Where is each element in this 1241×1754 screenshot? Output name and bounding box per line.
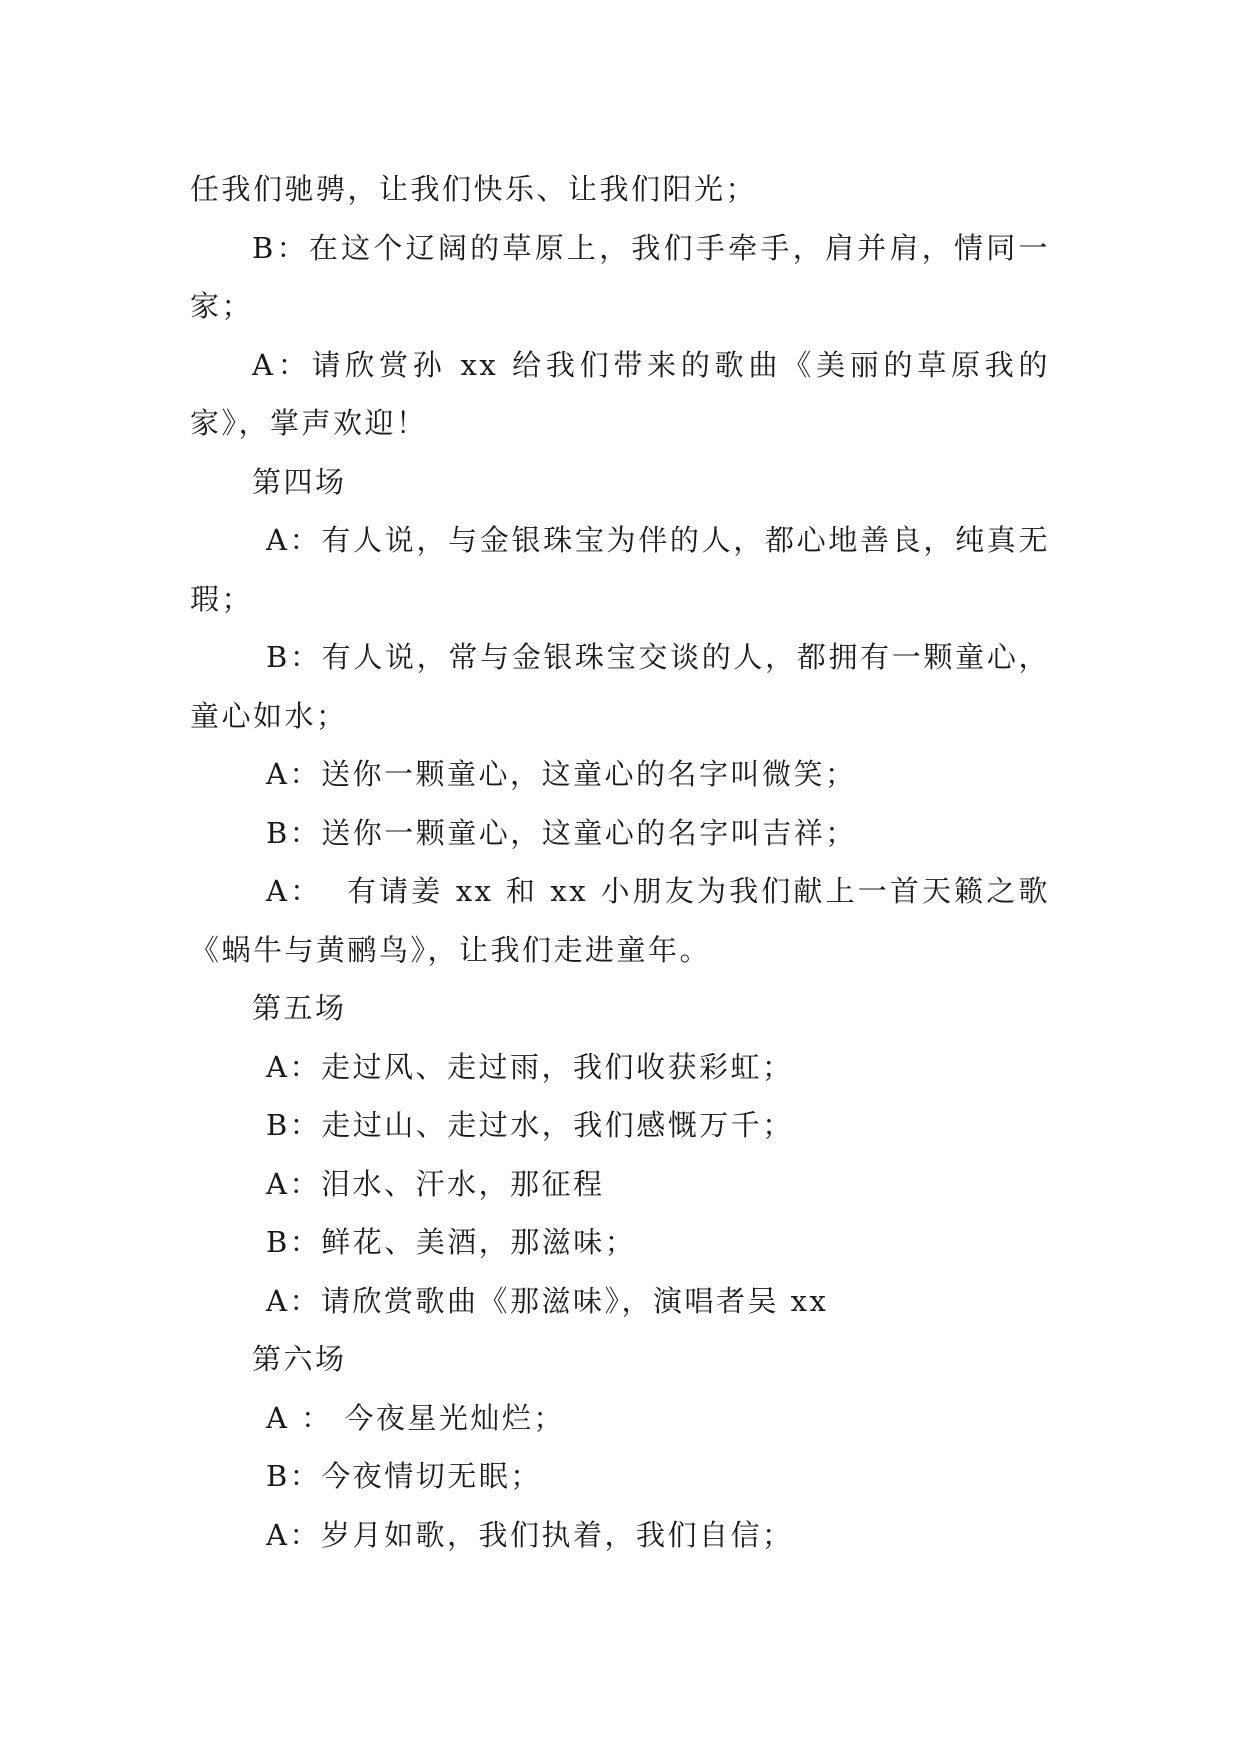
section-heading-4: 第四场 [252, 464, 347, 499]
dialogue-line-a: A：泪水、汗水，那征程 [266, 1166, 605, 1201]
dialogue-line-a: A：请欣赏歌曲《那滋味》，演唱者吴 xx [266, 1283, 829, 1318]
paragraph-continuation: 任我们驰骋，让我们快乐、让我们阳光； [190, 172, 758, 206]
section-heading-5: 第五场 [252, 991, 347, 1025]
dialogue-line-a: A ： 今夜星光灿烂； [266, 1400, 565, 1435]
dialogue-line-a: A：有人说，与金银珠宝为伴的人，都心地善良，纯真无瑕； [190, 523, 1050, 616]
dialogue-line-b: B：走过山、走过水，我们感慨万千； [266, 1108, 794, 1142]
section-heading-6: 第六场 [252, 1342, 347, 1376]
document-body [190, 160, 1050, 1564]
dialogue-line-a: A：请欣赏孙 xx 给我们带来的歌曲《美丽的草原我的家》，掌声欢迎！ [190, 347, 1050, 440]
dialogue-line-b: B：鲜花、美酒，那滋味； [266, 1225, 637, 1259]
dialogue-line-b: B：送你一颗童心，这童心的名字叫吉祥； [266, 815, 857, 850]
dialogue-line-a: A：走过风、走过雨，我们收获彩虹； [266, 1049, 794, 1084]
dialogue-line-b: B：今夜情切无眠； [266, 1459, 542, 1493]
dialogue-line-b: B：在这个辽阔的草原上，我们手牵手，肩并肩，情同一家； [190, 230, 1050, 323]
dialogue-line-a: A： 有请姜 xx 和 xx 小朋友为我们献上一首天籁之歌《蜗牛与黄鹂鸟》，让我们走进童年。 [190, 874, 1050, 967]
dialogue-line-a: A：送你一颗童心，这童心的名字叫微笑； [266, 757, 857, 791]
dialogue-line-b: B：有人说，常与金银珠宝交谈的人，都拥有一颗童心，童心如水； [190, 640, 1050, 733]
dialogue-line-a: A：岁月如歌，我们执着，我们自信； [266, 1517, 794, 1552]
